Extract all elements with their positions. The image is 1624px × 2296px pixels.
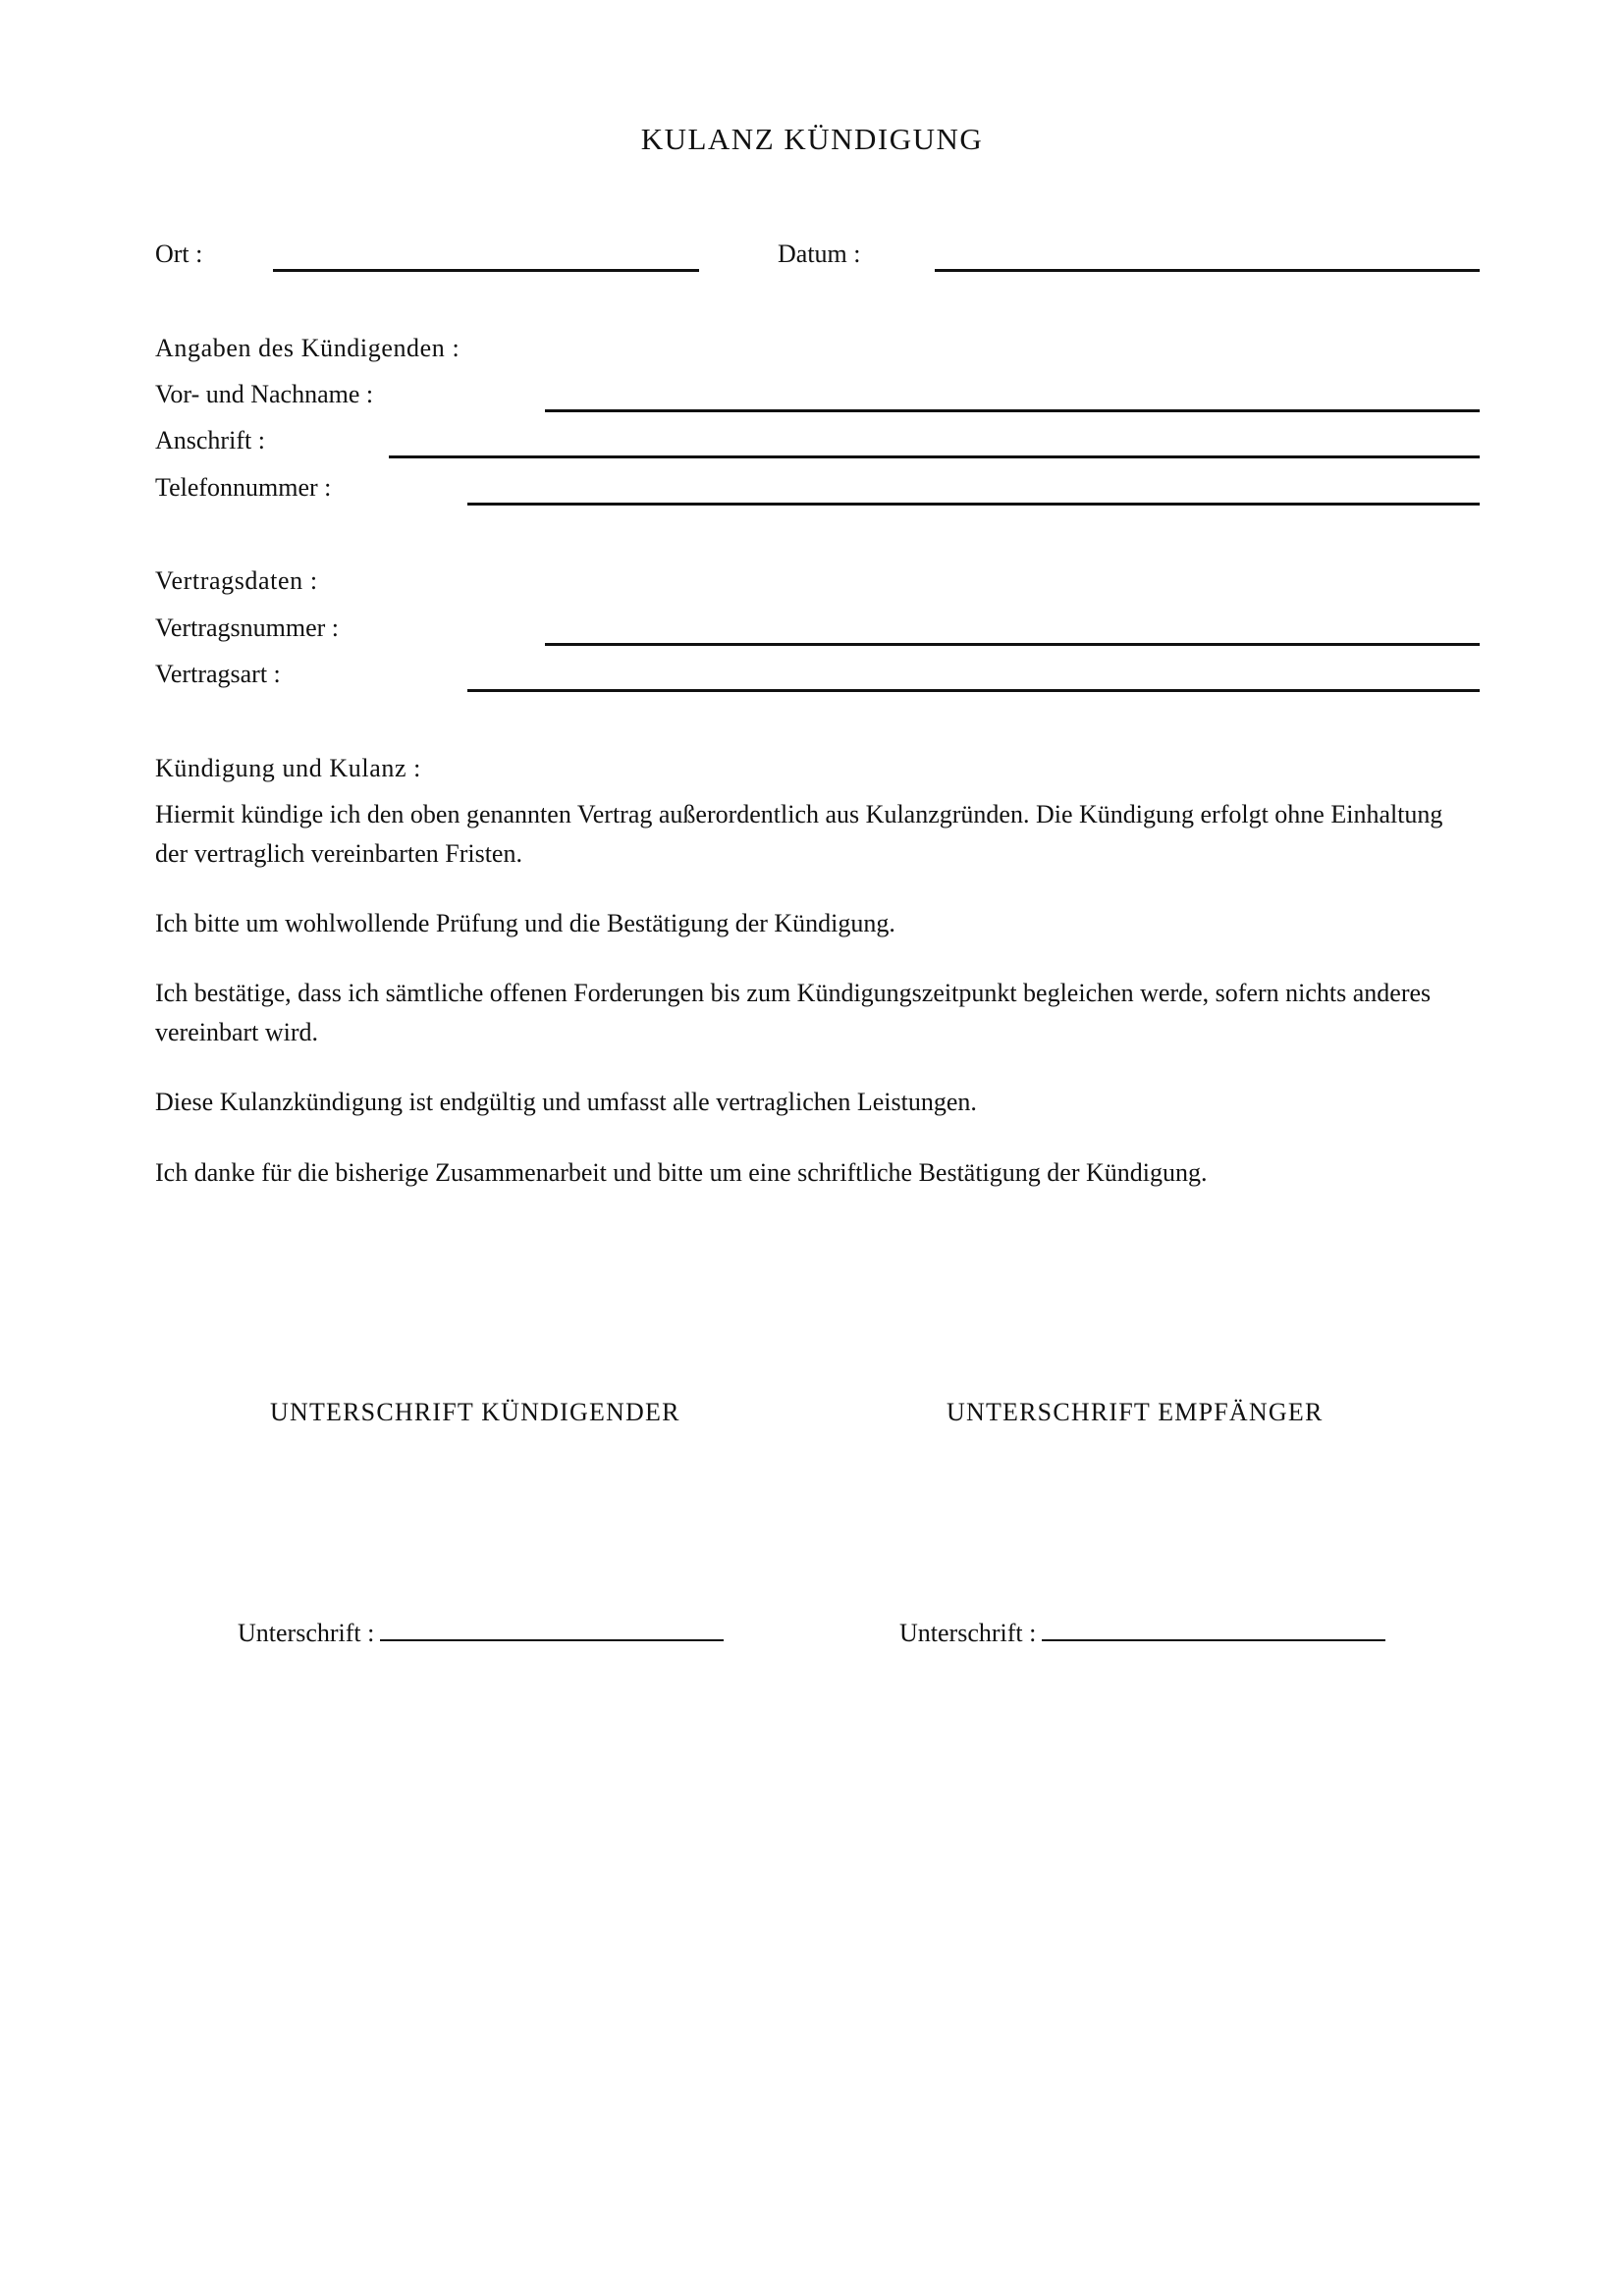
signature-line-kuendigender[interactable] — [380, 1618, 724, 1641]
name-field-line[interactable] — [545, 409, 1480, 412]
signature-label-kuendigender: Unterschrift : — [238, 1619, 375, 1647]
kuendigung-heading: Kündigung und Kulanz : — [155, 754, 422, 782]
anschrift-field-line[interactable] — [389, 455, 1480, 458]
ort-label: Ort : — [155, 240, 203, 268]
paragraph-4: Diese Kulanzkündigung ist endgültig und umfasst alle vertraglichen Leistungen. — [155, 1088, 977, 1116]
signature-label-empfaenger: Unterschrift : — [899, 1619, 1037, 1647]
anschrift-label: Anschrift : — [155, 426, 265, 454]
signature-field-empfaenger[interactable] — [899, 1618, 1385, 1648]
paragraph-5: Ich danke für die bisherige Zusammenarbeit und bitte um eine schriftliche Bestätigung der Kündigung. — [155, 1158, 1208, 1187]
datum-field-line[interactable] — [935, 269, 1480, 272]
signature-line-empfaenger[interactable] — [1042, 1618, 1385, 1641]
signature-heading-kuendigender: UNTERSCHRIFT KÜNDIGENDER — [270, 1398, 680, 1426]
vertragsart-label: Vertragsart : — [155, 660, 281, 688]
name-label: Vor- und Nachname : — [155, 380, 374, 408]
vertragsnummer-field-line[interactable] — [545, 643, 1480, 646]
signature-field-kuendigender[interactable] — [238, 1618, 724, 1648]
document-title: KULANZ KÜNDIGUNG — [640, 122, 984, 156]
telefon-label: Telefonnummer : — [155, 473, 332, 502]
ort-field-line[interactable] — [273, 269, 699, 272]
kuendigender-heading: Angaben des Kündigenden : — [155, 334, 460, 362]
vertragsart-field-line[interactable] — [467, 689, 1480, 692]
signature-heading-empfaenger: UNTERSCHRIFT EMPFÄNGER — [947, 1398, 1324, 1426]
telefon-field-line[interactable] — [467, 503, 1480, 506]
datum-label: Datum : — [778, 240, 861, 268]
paragraph-1: Hiermit kündige ich den oben genannten Vertrag außerordentlich aus Kulanzgründen. Die Kündigung erfolgt ohne Einhaltung der vertraglich vereinbarten Fristen. — [155, 800, 1443, 868]
vertragsnummer-label: Vertragsnummer : — [155, 614, 340, 642]
paragraph-2: Ich bitte um wohlwollende Prüfung und die Bestätigung der Kündigung. — [155, 909, 895, 937]
vertrag-heading: Vertragsdaten : — [155, 566, 318, 595]
paragraph-3: Ich bestätige, dass ich sämtliche offenen Forderungen bis zum Kündigungszeitpunkt begleichen werde, sofern nichts anderes vereinbart wird. — [155, 979, 1432, 1046]
